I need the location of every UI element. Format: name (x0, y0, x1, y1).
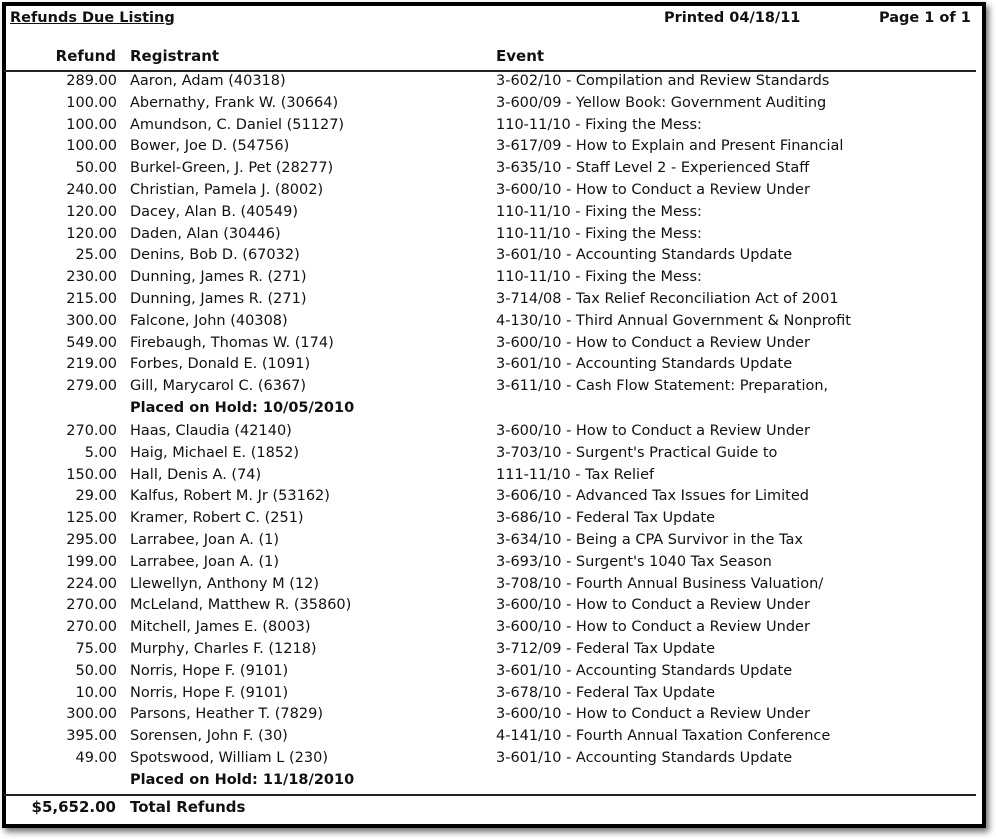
table-row (0, 225, 980, 247)
registrant-name: Daden, Alan (30446) (130, 225, 281, 242)
event-name: 3-606/10 - Advanced Tax Issues for Limited (496, 488, 809, 505)
table-row (0, 487, 980, 509)
hold-note: Placed on Hold: 11/18/2010 (130, 771, 355, 788)
registrant-name: Murphy, Charles F. (1218) (130, 640, 317, 657)
event-name: 3-634/10 - Being a CPA Survivor in the Tax (496, 531, 803, 548)
table-row (0, 246, 980, 268)
registrant-name: Forbes, Donald E. (1091) (130, 356, 311, 373)
refund-amount: 75.00 (75, 640, 117, 657)
table-row (0, 72, 980, 94)
table-row (0, 290, 980, 312)
table-row (0, 94, 980, 116)
registrant-name: Spotswood, William L (230) (130, 749, 328, 766)
event-name: 3-600/10 - How to Conduct a Review Under (496, 334, 810, 351)
registrant-name: Larrabee, Joan A. (1) (130, 531, 280, 548)
table-row (0, 137, 980, 159)
refund-amount: 199.00 (66, 553, 117, 570)
table-row (0, 334, 980, 356)
refund-amount: 125.00 (66, 510, 117, 527)
event-name: 4-130/10 - Third Annual Government & Nonprofit (496, 312, 851, 329)
refund-amount: 120.00 (66, 225, 117, 242)
registrant-name: Denins, Bob D. (67032) (130, 247, 300, 264)
registrant-name: Aaron, Adam (40318) (130, 73, 286, 89)
column-header-refund: Refund (55, 47, 116, 65)
table-row (0, 575, 980, 597)
table-row (0, 727, 980, 749)
refund-amount: 215.00 (66, 290, 117, 307)
event-name: 3-601/10 - Accounting Standards Update (496, 749, 793, 766)
table-row (0, 640, 980, 662)
event-name: 3-714/08 - Tax Relief Reconciliation Act of 2001 (496, 290, 839, 307)
refund-amount: 29.00 (75, 488, 117, 505)
table-row (0, 377, 980, 399)
event-name: 3-601/10 - Accounting Standards Update (496, 247, 793, 264)
event-name: 4-141/10 - Fourth Annual Taxation Conference (496, 728, 831, 745)
refund-amount: 295.00 (66, 531, 117, 548)
event-name: 3-693/10 - Surgent's 1040 Tax Season (496, 553, 772, 570)
registrant-name: Dacey, Alan B. (40549) (130, 203, 298, 220)
refund-amount: 100.00 (66, 116, 117, 133)
table-row (0, 662, 980, 684)
registrant-name: Llewellyn, Anthony M (12) (130, 575, 319, 592)
table-row (0, 466, 980, 488)
event-name: 3-703/10 - Surgent's Practical Guide to (496, 444, 778, 461)
event-name: 3-678/10 - Federal Tax Update (496, 684, 716, 701)
registrant-name: Parsons, Heather T. (7829) (130, 706, 323, 723)
registrant-name: Haig, Michael E. (1852) (130, 444, 299, 461)
refund-amount: 100.00 (66, 94, 117, 111)
event-name: 110-11/10 - Fixing the Mess: (496, 116, 702, 133)
registrant-name: Amundson, C. Daniel (51127) (130, 116, 345, 133)
refund-amount: 50.00 (75, 662, 117, 679)
refund-amount: 10.00 (75, 684, 117, 701)
event-name: 3-712/09 - Federal Tax Update (496, 640, 716, 657)
refund-amount: 549.00 (66, 334, 117, 351)
refund-amount: 50.00 (75, 160, 117, 177)
column-header-registrant: Registrant (130, 47, 220, 65)
refund-amount: 300.00 (66, 706, 117, 723)
table-row (0, 116, 980, 138)
table-row (0, 553, 980, 575)
registrant-name: Kalfus, Robert M. Jr (53162) (130, 488, 330, 505)
total-label: Total Refunds (130, 798, 246, 816)
refund-amount: 219.00 (66, 356, 117, 373)
registrant-name: Larrabee, Joan A. (1) (130, 553, 280, 570)
table-row (0, 312, 980, 334)
refunds-table (0, 72, 980, 794)
registrant-name: Kramer, Robert C. (251) (130, 510, 304, 527)
refund-amount: 25.00 (75, 247, 117, 264)
event-name: 3-601/10 - Accounting Standards Update (496, 356, 793, 373)
refund-amount: 270.00 (66, 597, 117, 614)
refund-amount: 230.00 (66, 269, 117, 286)
refund-amount: 49.00 (75, 749, 117, 766)
refund-amount: 120.00 (66, 203, 117, 220)
registrant-name: Sorensen, John F. (30) (130, 728, 288, 745)
refund-amount: 150.00 (66, 466, 117, 483)
registrant-name: Dunning, James R. (271) (130, 269, 307, 286)
table-row (0, 422, 980, 444)
column-header-event: Event (496, 47, 545, 65)
registrant-name: McLeland, Matthew R. (35860) (130, 597, 352, 614)
event-name: 3-708/10 - Fourth Annual Business Valuation/ (496, 575, 824, 592)
registrant-name: Norris, Hope F. (9101) (130, 662, 289, 679)
event-name: 3-600/10 - How to Conduct a Review Under (496, 619, 810, 636)
table-row (0, 159, 980, 181)
total-divider (4, 794, 976, 796)
event-name: 110-11/10 - Fixing the Mess: (496, 269, 702, 286)
table-row (0, 268, 980, 290)
refund-amount: 100.00 (66, 138, 117, 155)
table-row (0, 749, 980, 771)
registrant-name: Firebaugh, Thomas W. (174) (130, 334, 334, 351)
event-name: 3-617/09 - How to Explain and Present Financial (496, 138, 844, 155)
table-row (0, 596, 980, 618)
refund-amount: 240.00 (66, 181, 117, 198)
event-name: 3-600/10 - How to Conduct a Review Under (496, 181, 810, 198)
event-name: 3-602/10 - Compilation and Review Standards (496, 73, 830, 89)
table-row (0, 203, 980, 225)
registrant-name: Bower, Joe D. (54756) (130, 138, 290, 155)
table-row (0, 531, 980, 553)
registrant-name: Hall, Denis A. (74) (130, 466, 262, 483)
hold-note-row (0, 399, 980, 422)
registrant-name: Gill, Marycarol C. (6367) (130, 378, 307, 395)
table-row (0, 355, 980, 377)
page-indicator: Page 1 of 1 (879, 10, 971, 26)
event-name: 111-11/10 - Tax Relief (496, 466, 655, 483)
registrant-name: Haas, Claudia (42140) (130, 422, 292, 439)
event-name: 3-635/10 - Staff Level 2 - Experienced Staff (496, 160, 810, 177)
table-row (0, 181, 980, 203)
refund-amount: 270.00 (66, 422, 117, 439)
event-name: 3-611/10 - Cash Flow Statement: Preparation, (496, 378, 829, 395)
table-row (0, 705, 980, 727)
event-name: 3-686/10 - Federal Tax Update (496, 510, 716, 527)
refund-amount: 289.00 (66, 73, 117, 89)
registrant-name: Falcone, John (40308) (130, 312, 288, 329)
refund-amount: 5.00 (84, 444, 117, 461)
table-row (0, 444, 980, 466)
event-name: 110-11/10 - Fixing the Mess: (496, 225, 702, 242)
registrant-name: Burkel-Green, J. Pet (28277) (130, 160, 334, 177)
registrant-name: Abernathy, Frank W. (30664) (130, 94, 339, 111)
registrant-name: Christian, Pamela J. (8002) (130, 181, 324, 198)
event-name: 3-601/10 - Accounting Standards Update (496, 662, 793, 679)
hold-note-row (0, 771, 980, 794)
event-name: 3-600/10 - How to Conduct a Review Under (496, 706, 810, 723)
registrant-name: Norris, Hope F. (9101) (130, 684, 289, 701)
report-title: Refunds Due Listing (10, 10, 175, 26)
refund-amount: 270.00 (66, 619, 117, 636)
registrant-name: Dunning, James R. (271) (130, 290, 307, 307)
refund-amount: 224.00 (66, 575, 117, 592)
registrant-name: Mitchell, James E. (8003) (130, 619, 311, 636)
table-row (0, 618, 980, 640)
table-row (0, 684, 980, 706)
event-name: 3-600/10 - How to Conduct a Review Under (496, 597, 810, 614)
event-name: 3-600/10 - How to Conduct a Review Under (496, 422, 810, 439)
hold-note: Placed on Hold: 10/05/2010 (130, 399, 355, 416)
refund-amount: 395.00 (66, 728, 117, 745)
refund-amount: 300.00 (66, 312, 117, 329)
total-amount: $5,652.00 (31, 798, 116, 816)
refund-amount: 279.00 (66, 378, 117, 395)
table-row (0, 509, 980, 531)
printed-date: Printed 04/18/11 (664, 10, 801, 26)
event-name: 110-11/10 - Fixing the Mess: (496, 203, 702, 220)
event-name: 3-600/09 - Yellow Book: Government Auditing (496, 94, 827, 111)
